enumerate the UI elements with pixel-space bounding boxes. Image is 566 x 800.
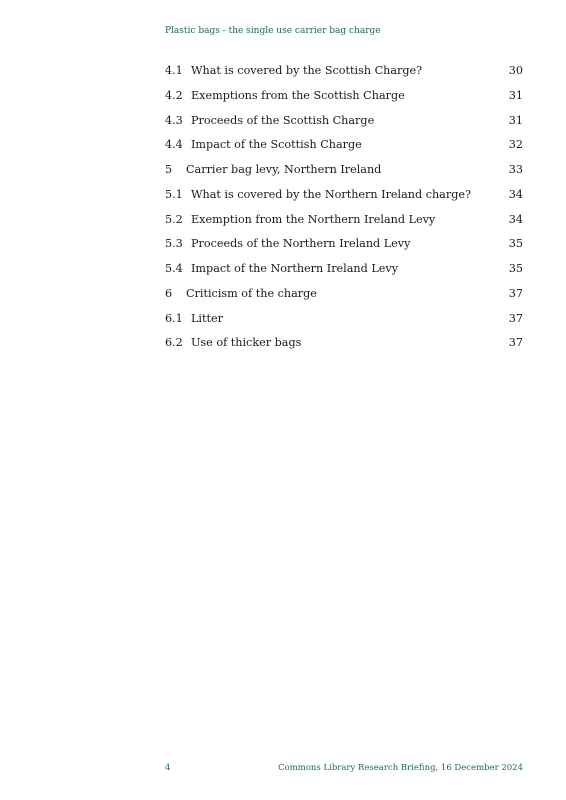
toc-entry[interactable] [165,162,523,187]
toc-entry-page: 30 [508,64,523,77]
footer-credit: Commons Library Research Briefing, 16 December 2024 [278,763,523,773]
toc-entry[interactable] [165,212,523,237]
toc-entry[interactable] [165,88,523,113]
toc-entry-number: 6 [165,286,173,300]
toc-entry-title: What is covered by the Scottish Charge? [191,64,423,77]
toc-entry-title: Impact of the Scottish Charge [191,138,362,152]
toc-entry-title: Proceeds of the Northern Ireland Levy [191,237,411,251]
toc-entry-number: 4.4 [165,138,183,152]
toc-entry-page: 34 [508,187,523,201]
toc-entry-number: 4.3 [165,113,183,127]
toc-entry-page: 31 [508,88,523,102]
toc-entry-title: Exemption from the Northern Ireland Levy [191,212,436,226]
toc-entry-page: 37 [508,336,523,350]
toc-entry-page: 31 [508,113,523,127]
toc-entry-title: What is covered by the Northern Ireland charge? [191,187,471,201]
toc-entry-page: 33 [508,163,523,176]
toc-entry-number: 6.1 [165,311,183,325]
toc-entry-number: 5 [165,163,173,176]
toc-entry-number: 6.2 [165,336,183,350]
toc-entry[interactable] [165,236,523,261]
toc-entry[interactable] [165,261,523,286]
toc-entry[interactable] [165,335,523,360]
toc-entry-title: Exemptions from the Scottish Charge [191,88,405,102]
running-header-title: Plastic bags - the single use carrier bag charge [165,26,381,36]
table-of-contents [165,63,523,360]
toc-entry[interactable] [165,137,523,162]
toc-entry-page: 32 [508,138,523,152]
toc-entry-title: Criticism of the charge [186,286,317,300]
toc-entry[interactable] [165,187,523,212]
toc-entry-number: 5.2 [165,212,183,226]
toc-entry-number: 5.4 [165,262,183,275]
toc-entry-number: 4.2 [165,88,183,102]
toc-entry-number: 5.1 [165,187,183,201]
toc-entry[interactable] [165,286,523,311]
toc-entry-page: 35 [508,262,523,275]
toc-entry-title: Proceeds of the Scottish Charge [191,113,375,127]
toc-entry[interactable] [165,311,523,336]
toc-entry-page: 37 [508,311,523,325]
toc-entry[interactable] [165,113,523,138]
footer-page-number: 4 [165,763,171,773]
toc-entry-page: 37 [508,286,523,300]
toc-entry[interactable] [165,63,523,88]
toc-entry-title: Impact of the Northern Ireland Levy [191,262,399,275]
toc-entry-page: 35 [508,237,523,251]
toc-entry-number: 5.3 [165,237,183,251]
toc-entry-page: 34 [508,212,523,226]
toc-entry-number: 4.1 [165,64,183,77]
toc-entry-title: Carrier bag levy, Northern Ireland [186,163,382,176]
toc-entry-title: Litter [191,311,223,325]
toc-entry-title: Use of thicker bags [191,336,302,350]
